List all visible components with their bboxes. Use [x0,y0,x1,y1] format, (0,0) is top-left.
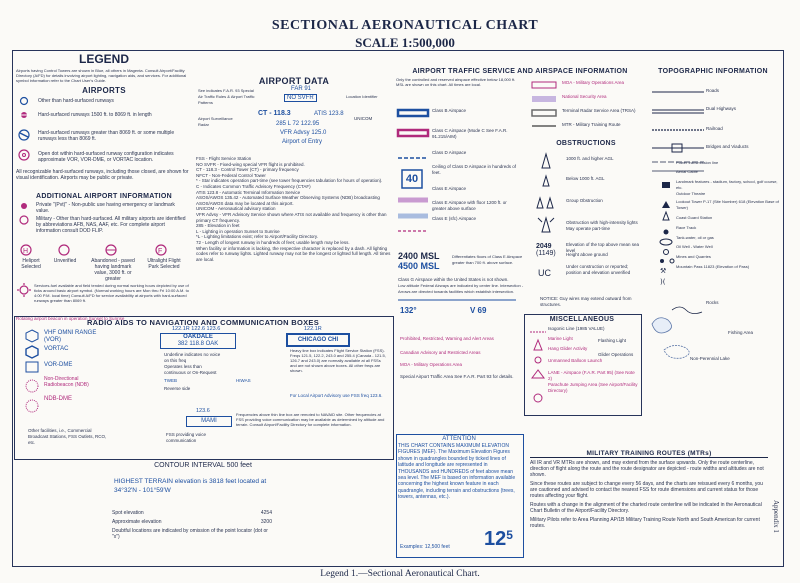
sample-entry: Airport of Entry [282,139,323,145]
topo-label-7: Outdoor Theatre [676,191,706,196]
mtr-p3: Routes with a change in the alignment of the charted route centerline will be indicated in the Aeronautical Chart Bulletin of the Airport/Facility Directory. [530,502,762,514]
mef-example [484,528,513,551]
military-icon [20,216,28,224]
vor-icon [26,330,38,342]
airspace-note: Only the controlled and reserved airspace effective below 18,000 ft. MSL are shown on this chart. All times are local. [396,77,516,87]
airport-row-4: Open dot within hard-surfaced runway configuration indicates approximate VOR, VOR-DME, or VORTAC location. [38,151,174,163]
misc-labels [548,326,638,394]
trsa-icon [532,110,556,116]
rocks-icon [672,307,702,314]
airports-heading: AIRPORTS [82,86,126,95]
misc-label-0: Isogonic Line (1985 VALUE) [548,326,605,331]
def-14: When facility or information is lacking, the respective character is replaced by a dash. All lighting codes refer to runway lights. Lighted runway may not be the longest or lighted full length. All times are local. [196,245,391,262]
airport-row-2: Hard-surfaced runways 1500 ft. to 8069 ft. in length [38,112,152,118]
fishing-label: Fishing Area [728,330,754,335]
airspace-item-0: Class B Airspace [432,108,467,113]
legend-intro: Airports having Control Towers are shown in Blue, all others in Magenta. Consult Airport/Facility Directory (A/FD) for details involving airport lighting, navigation aids, and services. For additional symbol information refer to the Chart User's Guide. [16,68,187,83]
non-perennial-lake-icon [664,345,689,358]
military-label: Military - Other than hard-surfaced. All military airports are identified by abbreviations AFB, NAS, AAF, etc. For complete airport information consult DOD FLIP. [36,216,186,234]
other-than-hard-icon [21,98,28,105]
heavy-note: Heavy line box indicates Flight Service Station (FSS). Freqs 121.5, 122.2, 243.0 and 255.4 (Canada - 121.5, 126.7 and 243.0) are normally available at all FSSs and are not shown above boxes. All other freqs are shown. [290,348,386,373]
location-id-label: Location Identifier [346,94,378,99]
ndb-dme-icon [26,400,38,412]
sample-nosvfr: NO SVFR [284,94,317,102]
chart-scale: SCALE 1:500,000 [355,35,455,50]
obstruction-symbols [532,152,568,292]
oil-well-icon [660,259,664,263]
airport-row-5: All recognizable hard-surfaced runways, including those closed, are shown for visual identification. Airports may be public or private. [16,169,189,181]
box-note-2: TWEB [164,378,177,383]
mtr-section [530,450,768,529]
airspace-item-8: Class G Airspace within the United States is not shown. [398,277,509,282]
spot-row [112,510,272,519]
box1 [160,333,236,349]
obstruction-agl: (1149) [536,250,556,257]
misc-heading: MISCELLANEOUS [549,316,615,323]
topo-labels [706,88,782,160]
services-icon [16,282,36,302]
doubtful-note: Doubtful locations are indicated by omission of the point locator (dot or "x") [112,528,268,540]
svg-text:H: H [23,248,29,255]
misc-heading-wrap [524,316,640,323]
group-obstruction-icon [537,198,543,208]
box-notes [164,352,284,392]
water-well-icon [670,259,674,263]
box-note-0: Underline indicates no voice on this freq [164,352,221,363]
airspace-heading: AIRPORT TRAFFIC SERVICE AND AIRSPACE INFORMATION [412,68,628,75]
special-area-symbols [530,80,560,140]
fishing-area-icon [652,318,672,333]
theatre-icon [662,201,670,208]
obs-label-4: Elevation of the top above mean sea level [566,242,640,253]
sample-ct: CT - 118.3 [258,110,291,117]
trsa-label: Terminal Radar Service Area (TRSA) [562,108,636,113]
class-c-icon [398,130,428,136]
airport-row-3: Hard-surfaced runways greater than 8069 ft. or some multiple runways less than 8069 ft. [38,130,175,142]
special-airspace-list [400,336,520,380]
rocks-label: Rocks [706,300,719,305]
airspace-item-5: Class E Airspace with floor 1200 ft. or greater above surface [432,200,507,211]
special-area-labels [562,80,640,128]
misc-label-4: Unmanned Balloon Launch [548,358,603,363]
coast-guard-icon [664,230,669,235]
svg-text:F: F [158,248,163,255]
approx-row [112,519,272,528]
airspace-item-2: Class D Airspace [432,150,467,155]
obstruction-high-icon [542,154,550,168]
attention-example: Examples: 12,500 feet [400,544,450,550]
box2-freq: 122.1R [304,326,322,332]
parachute-icon [534,394,542,402]
airport-data-section [196,76,392,262]
glider-icon [532,370,544,378]
box-note-4: Reverse side [164,386,191,391]
radio-heading: RADIO AIDS TO NAVIGATION AND COMMUNICATION BOXES [86,318,320,327]
race-track-icon [660,239,672,245]
msl-1: 2400 MSL [398,251,440,261]
msl-block [398,251,440,271]
fss-note: FSS providing voice communication [166,432,207,443]
legend-heading: LEGEND [78,52,129,66]
def-7: ASOS/AWOS 135.42 - Automated Surface Weather Observing Systems (NDB) broadcasting ASOS/AWOS data may be located at this airport. [196,195,380,206]
airspace-items [432,108,522,232]
def-0: FSS - Flight Service Station [196,156,252,161]
navaid-label-1: VORTAC [44,346,69,352]
obs-label-1: Below 1000 ft. AGL [566,176,605,181]
airspace-item-4: Class E Airspace [432,186,467,191]
mtr-p4: Military Pilots refer to Area Planning AP/1B Military Training Route North and South American for current routes. [530,517,760,529]
obs-label-6: Under construction or reported; position and elevation unverified [566,264,631,275]
private-icon [21,203,27,209]
figure-caption: Legend 1.—Sectional Aeronautical Chart. [320,569,480,579]
approx-label: Approximate elevation [112,519,162,525]
sample-elev: 285 L 72 122.95 [276,121,320,127]
rotating-beacon: Rotating airport beacon in operation Sunset to Sunrise [16,316,125,321]
spot-label: Spot elevation [112,510,144,516]
obs-label-0: 1000 ft. and higher AGL [566,156,614,161]
box2-name: CHICAGO CHI [297,337,339,343]
topo-section [646,68,780,75]
additional-heading: ADDITIONAL AIRPORT INFORMATION [35,193,173,200]
obstructions-heading: OBSTRUCTIONS [556,140,616,147]
topo-label-6: Landmark features - stadium, factory, school, golf course, etc. [676,179,778,190]
mef-big: 12 [484,528,507,550]
misc-symbols [528,326,548,412]
unverified-label: Unverified [53,258,77,264]
misc-label-2: Marine Light [548,336,573,341]
lookout-icon [663,212,669,220]
local-advisory: For Local Airport Advisory use FSS freq 123.6. [290,393,383,398]
box3-name: MAMI [201,418,217,424]
obstruction-low-icon [543,176,549,186]
moa-icon [532,82,556,88]
box1-name: OAKDALE [183,334,213,340]
ultralight-label: Ultralight Flight Park Selected [147,258,181,270]
box1-id: 382 118.8 OAK [177,341,219,347]
obs-label-3: Obstruction with high-intensity lights May operate part-time [566,220,638,231]
approx-value: 3200 [260,519,272,525]
private-label: Private "(Pvt)" - Non-public use having emergency or landmark value. [36,202,175,214]
balloon-icon [535,357,541,363]
obs-label-5: Height above ground [566,252,608,257]
services-note: Services-fuel available and field tended during normal working hours depicted by use of ticks around basic airport symbol. (Normal working hours are Mon thru Fri 10:00 A.M. to 4:00 P.M. local time) Consult A/FD for service availability at airports with hard-surfaced runways greater than 8069 ft. [34,283,189,303]
mtr-heading: MILITARY TRAINING ROUTES (MTRs) [530,450,768,458]
obstruction-elev: 2049 [536,243,552,250]
contour-heading: CONTOUR INTERVAL 500 feet [154,462,252,469]
attention-heading: ATTENTION [442,436,476,442]
airport-data-heading: AIRPORT DATA [258,76,330,86]
special-2: MOA - Military Operations Area [400,362,463,367]
def-10: 285 - Elevation in feet [196,223,240,229]
freq-note: Frequencies above thin line box are remoted to NAVAID site. Other frequencies at FSS providing voice communication may be available as determined by altitude and terrain. Consult Airport/Facility Directory for complete information. [236,412,385,427]
lit-obstruction-icon [542,218,550,232]
radial-value: 132° [400,306,417,315]
vortac-icon [26,346,38,358]
obstruction-labels [566,156,642,276]
navaid-label-2: VOR-DME [44,362,73,368]
def-1: NO SVFR - Fixed-wing special VFR flight is prohibited. [196,161,305,167]
box3-freq: 123.6 [196,408,210,414]
box-note-3: HIWAS [236,378,251,383]
special-3: Special Airport Traffic Area See F.A.R. Part 93 for details. [400,374,514,379]
asr-label: Airport Surveillance Radar [198,116,233,127]
misc-label-1: Flashing Light [598,338,627,343]
abandoned-label: Abandoned - paved having landmark value, 3000 ft. or greater [91,258,135,282]
spot-value: 4254 [260,510,272,516]
topo-label-8: Lookout Tower P-17 (Site Number) 618 (Elevation Base of Tower) [676,199,779,210]
topo-label-4: Power transmission line [676,160,719,165]
landmark-icon [662,182,670,188]
nsa-icon [532,96,556,102]
appendix-label: Appendix 1 [772,500,780,533]
def-13: 72 - Length of longest runway in hundreds of feet; usable length may be less. [196,239,350,245]
misc-label-3: Hang Glider Activity [548,346,588,351]
sample-atis: ATIS 123.8 [314,111,344,117]
airway-value: V 69 [470,306,487,315]
msl-2: 4500 MSL [398,261,440,271]
topo-label-12: Oil Well - Water Well [676,244,713,249]
class-b-icon [398,110,428,116]
topo-label-3: Bridges and Viaducts [706,144,749,149]
chart-title-block [240,18,570,51]
unverified-icon [59,245,69,255]
topo-label-1: Dual Highways [706,106,737,111]
obstruction-notice: NOTICE: Guy wires may extend outward from structures. [540,296,632,307]
def-2: CT - 118.3 - Control Tower (CT) - primary frequency [196,167,299,173]
box2 [286,333,350,347]
topo-label-13: Mines and Quarries [676,254,711,259]
misc-label-5: Glider Operations [598,352,634,357]
obstruction-values [536,243,556,257]
def-4: * - Star indicates operation part-time (see tower frequencies tabulation for hours of operation). [196,178,383,184]
other-facilities: Other facilities, i.e., Commercial Broadcast Stations, FSS Outlets, RCO, etc. [28,428,107,445]
sample-far: FAR 91 [291,86,312,92]
obs-label-2: Group Obstruction [566,198,603,203]
topo-label-2: Railroad [706,126,723,131]
def-6: ATIS 123.8 - Automatic Terminal Information Service [196,189,301,195]
box3 [186,416,232,427]
box-note-1: Operates less than continuous or On-Request [164,364,217,375]
mef-small: 5 [506,528,513,542]
topo-label-11: Tank-water, oil or gas [676,235,714,240]
ceiling-value: 40 [405,173,419,185]
pass-icon: )( [660,278,666,286]
topo-label-5: Aerial Cable [676,169,698,174]
vor-dme-icon [26,362,38,372]
moa-label: MOA - Military Operations Area [562,80,625,85]
ndb-icon [26,380,38,392]
chart-title: SECTIONAL AERONAUTICAL CHART [271,18,539,33]
airspace-item-1: Class C Airspace (Mode C See F.A.R. 91.215/AIM) [432,128,508,139]
navaid-label-4: NDB-DME [44,396,72,402]
special-0: Prohibited, Restricted, Warning and Alert Areas [400,336,494,341]
mtr-label: MTR - Military Training Route [562,122,621,127]
lake-label: Non-Perennial Lake [690,356,730,361]
tank-icon [664,250,669,255]
airport-row-1: Other than hard-surfaced runways [38,98,114,104]
topo-label-0: Roads [706,88,720,93]
elevation-rows [112,510,272,540]
attention-body: THIS CHART CONTAINS MAXIMUM ELEVATION FIGURES (MEF). The Maximum Elevation Figures shown in quadrangles bounded by ticked lines of latitude and longitude are represented in THOUSANDS and HUNDREDS of feet above mean sea level. The MEF is based on information available concerning the highest known feature in each quadrangle, including terrain and obstructions (trees, towers, antennas, etc.). [398,443,516,501]
unicom-label: UNICOM [354,116,373,121]
navaid-labels [44,330,108,403]
sample-vfr: VFR Advsy 125.0 [280,130,327,136]
svg-text:UC: UC [538,268,551,278]
heliport-label: Heliport Selected [21,258,41,270]
box1-freq: 122.1R 122.6 123.6 [172,326,221,332]
topo-label-10: Race Track [676,225,697,230]
misc-label-6: LANE - Airspace (F.A.R. Part 95) (See Note 2) [548,370,635,381]
open-dot-icon [19,150,29,160]
navaid-label-3: Non-Directional Radiobeacon (NDB) [44,376,89,388]
def-5: C - Indicates Common Traffic Advisory Frequency (CTAF) [196,183,311,189]
def-8: UNICOM - Aeronautical advisory station [196,206,276,212]
hang-glider-icon [534,340,542,350]
topo-label-9: Coast Guard Station [676,215,713,220]
def-9: VFR Advsy - VFR Advisory Service shown where ATIS not available and frequency is other than primary CT frequency. [196,211,387,223]
airspace-item-3: Ceiling of Class D Airspace in hundreds of feet. [432,164,517,175]
nsa-label: National Security Area [562,94,607,99]
airspace-item-7: Differentiates floors of Class E Airspace greater than 700 ft. above surface. [452,254,523,265]
attention-content [398,436,520,501]
navaid-label-0: VHF OMNI RANGE (VOR) [44,330,97,343]
airspace-item-6: Class E (sfc) Airspace [432,216,477,221]
topo-label-14: Mountain Pass 11823 (Elevation of Pass) [676,264,750,269]
misc-label-7: Parachute Jumping Area (See Airport/Facility Directory) [548,382,638,393]
obstructions-section [530,140,642,147]
def-12: *L - Lighting limitations exist; refer to Airport/Facility Directory. [196,234,319,240]
airspace-item-9: Low altitude Federal Airways are indicated by center line. Intersection - Arrows are directed towards facilities which establish intersection. [398,283,524,294]
topo-labels-2 [676,160,780,276]
mtr-p2: Since these routes are subject to change every 56 days, and the charts are reissued every 6 months, you are cautioned and advised to contact the nearest FSS for route dimensions and current status for those routes affecting your flight. [530,481,763,499]
highest-terrain: HIGHEST TERRAIN elevation is 3818 feet located at 34°32'N - 101°59'W [114,478,267,494]
mine-icon: ⚒ [660,267,667,275]
legend-section [16,52,192,322]
far93-label: See indicates F.A.R. 93 Special Air Traffic Rules & Airport Traffic Patterns [198,88,255,105]
airport-defs [196,156,392,262]
contour-section [14,462,392,495]
def-11: L - Lighting in operation Sunset to Sunrise [196,228,280,234]
mtr-p1: All IR and VR MTRs are shown, and may extend from the surface upwards. Only the route centerline, direction of flight along the route and the route designator are depicted - route widths and altitudes are not shown. [530,460,764,478]
special-1: Canadian Advisory and Restricted Areas [400,350,481,355]
topo-heading: TOPOGRAPHIC INFORMATION [658,68,768,75]
def-3: NFCT - Non-Federal Control Tower [196,172,266,178]
